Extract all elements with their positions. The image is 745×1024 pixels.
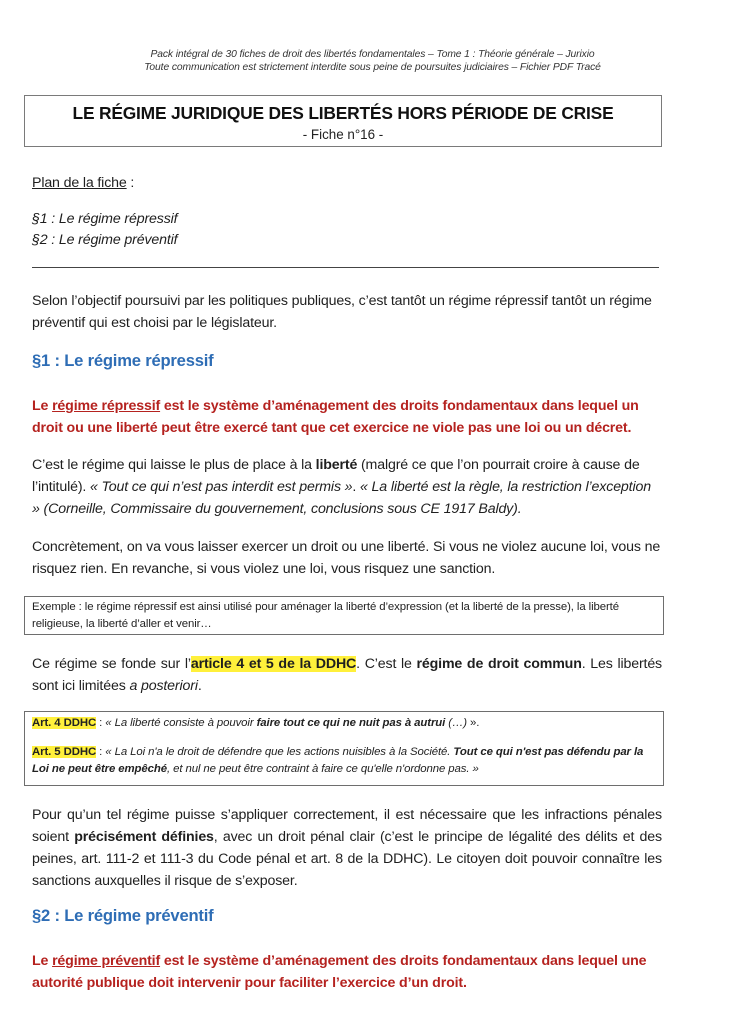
- section-2-definition: Le régime préventif est le système d’aménagement des droits fondamentaux dans lequel une autorité publique doit intervenir pour faciliter l’exercice d’un droit.: [32, 953, 647, 991]
- section-1-paragraph-3: Ce régime se fonde sur l’article 4 et 5 de la DDHC. C’est le régime de droit commun. Les libertés sont ici limitées a posteriori.: [32, 656, 662, 694]
- page-title: LE RÉGIME JURIDIQUE DES LIBERTÉS HORS PÉRIODE DE CRISE: [72, 103, 614, 123]
- section-2-heading: §2 : Le régime préventif: [32, 906, 214, 925]
- articles-box: [24, 711, 664, 786]
- intro-paragraph: Selon l’objectif poursuivi par les politiques publiques, c’est tantôt un régime répressif tantôt un régime préventif qui est choisi par le législateur.: [32, 293, 652, 331]
- article-4-label: Art. 4 DDHC: [32, 717, 97, 729]
- section-1-definition: Le régime répressif est le système d’aménagement des droits fondamentaux dans lequel un droit ou une liberté peut être exercé tant que cet exercice ne viole pas une loi ou un décret.: [32, 398, 639, 436]
- definition-term: régime répressif: [52, 398, 161, 414]
- definition-term: régime préventif: [52, 953, 161, 969]
- document-header-line-1: Pack intégral de 30 fiches de droit des libertés fondamentales – Tome 1 : Théorie générale – Jurixio: [150, 49, 595, 60]
- article-4-quote: Art. 4 DDHC : « La liberté consiste à pouvoir faire tout ce qui ne nuit pas à autrui (…) ».: [32, 717, 480, 729]
- plan-item-2: §2 : Le régime préventif: [32, 232, 178, 248]
- section-1-paragraph-4: Pour qu’un tel régime puisse s’appliquer correctement, il est nécessaire que les infractions pénales soient précisément définies, avec un droit pénal clair (c’est le principe de légalité des délits et des peines, art. 111-2 et 111-3 du Code pénal et art. 8 de la DDHC). Le citoyen doit pouvoir connaître les sanctions auxquelles il risque de s’exposer.: [32, 807, 662, 889]
- section-1-paragraph-2: Concrètement, on va vous laisser exercer un droit ou une liberté. Si vous ne violez aucune loi, vous ne risquez rien. En revanche, si vous violez une loi, vous risquez une sanction.: [32, 539, 661, 577]
- example-box: Exemple : le régime répressif est ainsi utilisé pour aménager la liberté d’expression (et la liberté de la presse), la liberté religieuse, la liberté d’aller et venir…: [24, 596, 664, 635]
- fiche-number: - Fiche n°16 -: [302, 127, 384, 142]
- plan-label: Plan de la fiche: [32, 175, 127, 191]
- section-1-paragraph-1: C’est le régime qui laisse le plus de place à la liberté (malgré ce que l’on pourrait croire à cause de l’intitulé). « Tout ce qui n’est pas interdit est permis ». « La liberté est la règle, la restriction l’exception » (Corneille, Commissaire du gouvernement, conclusions sous CE 1917 Baldy).: [32, 457, 651, 517]
- highlighted-article-reference: article 4 et 5 de la DDHC: [190, 656, 357, 672]
- article-5-quote: Art. 5 DDHC : « La Loi n'a le droit de défendre que les actions nuisibles à la Société. Tout ce qui n'est pas défendu par la Loi ne peut être empêché, et nul ne peut être contraint à faire ce qu'elle n'ordonne pas. »: [32, 746, 644, 775]
- title-box: [24, 95, 662, 147]
- article-5-label: Art. 5 DDHC: [32, 746, 97, 758]
- document-header-line-2: Toute communication est strictement interdite sous peine de poursuites judiciaires – Fichier PDF Tracé: [144, 62, 601, 73]
- plan-item-1: §1 : Le régime répressif: [32, 211, 178, 227]
- section-1-heading: §1 : Le régime répressif: [32, 351, 214, 370]
- divider: [32, 267, 659, 268]
- plan-heading: Plan de la fiche :: [32, 175, 135, 191]
